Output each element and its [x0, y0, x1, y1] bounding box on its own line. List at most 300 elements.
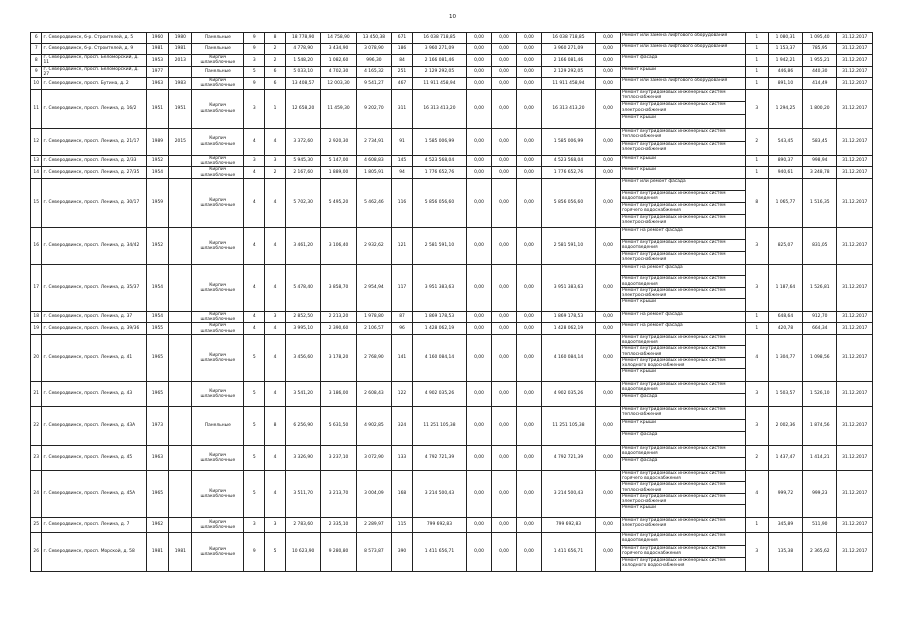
cell-year-renovated: 1951: [169, 89, 192, 128]
table-body: [31, 33, 873, 572]
cell-floors: 9: [244, 532, 265, 571]
cell-row-number: 9: [31, 66, 42, 78]
cell-residents: 117: [392, 264, 413, 311]
cell-year-renovated: 2015: [169, 128, 192, 155]
work-type-item: Ремонт крыши: [621, 299, 656, 305]
cell-local-funds: 0,00: [516, 311, 541, 323]
work-type-item: Ремонт внутридомовых инженерных систем горячего водоснабжения: [621, 471, 745, 483]
cell-year-renovated: [169, 334, 192, 381]
work-type-item: Ремонт внутридомовых инженерных систем водоотведения: [621, 191, 745, 203]
cell-floors: 5: [244, 381, 265, 406]
cell-residential-area: 5 495,20: [321, 178, 356, 227]
cell-completion-date: 31.12.2017: [837, 470, 873, 517]
cell-work-count: 1: [745, 55, 768, 67]
cell-row-number: 22: [31, 406, 42, 445]
cell-federal-funds: 0,00: [467, 264, 492, 311]
cell-completion-date: 31.12.2017: [837, 155, 873, 167]
cell-residential-area: 2 335,10: [321, 517, 356, 532]
cell-residents: 251: [392, 66, 413, 78]
cell-entrances: 4: [265, 381, 286, 406]
cell-residential-area: 4 702,30: [321, 66, 356, 78]
cell-completion-date: 31.12.2017: [837, 323, 873, 335]
cell-other-funds: 0,00: [596, 517, 621, 532]
cell-work-types: [620, 264, 745, 311]
cell-local-funds: 0,00: [516, 334, 541, 381]
work-type-item: Ремонт внутридомовых инженерных систем теплоснабжения: [621, 482, 745, 494]
cell-floors: 3: [244, 89, 265, 128]
cell-wall-material: Кирпич шлакоблочные: [192, 445, 244, 470]
cell-unit-cost: 1 080,31: [768, 33, 802, 44]
cell-work-types: [620, 445, 745, 470]
cell-work-count: 1: [745, 33, 768, 44]
table-row: [31, 66, 873, 78]
cell-work-types: [620, 128, 745, 155]
cell-owner-funds: 3 951 383,63: [541, 264, 595, 311]
cell-year-built: 1954: [146, 311, 169, 323]
work-type-item: Ремонт или замена лифтового оборудования: [621, 33, 728, 38]
cell-work-count: 1: [745, 155, 768, 167]
cell-unit-cost: 135,38: [768, 532, 802, 571]
cell-owner-funds: 3 214 500,43: [541, 470, 595, 517]
cell-year-renovated: [169, 517, 192, 532]
cell-completion-date: 31.12.2017: [837, 532, 873, 571]
cell-row-number: 21: [31, 381, 42, 406]
cell-row-number: 6: [31, 33, 42, 44]
cell-work-count: 2: [745, 445, 768, 470]
cell-wall-material: Кирпич шлакоблочные: [192, 78, 244, 90]
cell-row-number: 23: [31, 445, 42, 470]
cell-local-funds: 0,00: [516, 445, 541, 470]
cell-row-number: 15: [31, 178, 42, 227]
cell-other-funds: 0,00: [596, 55, 621, 67]
cell-entrances: 5: [265, 532, 286, 571]
cell-floors: 5: [244, 445, 265, 470]
cell-year-built: 1989: [146, 128, 169, 155]
cell-year-built: 1954: [146, 264, 169, 311]
cell-other-funds: 0,00: [596, 78, 621, 90]
work-type-item: Ремонт крыши: [621, 115, 656, 120]
cell-federal-funds: 0,00: [467, 155, 492, 167]
cell-residents: 91: [392, 128, 413, 155]
cell-living-area: 13 450,38: [356, 33, 391, 44]
cell-federal-funds: 0,00: [467, 406, 492, 445]
cell-living-area: 4 165,32: [356, 66, 391, 78]
cell-entrances: 4: [265, 334, 286, 381]
cell-total-area: 3 372,60: [285, 128, 320, 155]
cell-local-funds: 0,00: [516, 532, 541, 571]
work-type-item: Ремонт крыши: [621, 167, 656, 173]
cell-total-cost: 5 856 056,60: [412, 178, 466, 227]
cell-regional-funds: 0,00: [491, 406, 516, 445]
cell-work-count: 1: [745, 44, 768, 55]
cell-work-types: [620, 178, 745, 227]
cell-unit-cost: 648,64: [768, 311, 802, 323]
cell-federal-funds: 0,00: [467, 178, 492, 227]
cell-address: г. Северодвинск, просп. Ленина, д. 43: [42, 381, 146, 406]
cell-work-count: 2: [745, 128, 768, 155]
cell-entrances: 4: [265, 178, 286, 227]
cell-residents: 87: [392, 311, 413, 323]
cell-regional-funds: 0,00: [491, 227, 516, 264]
cell-residential-area: 3 858,70: [321, 264, 356, 311]
cell-row-number: 17: [31, 264, 42, 311]
cell-regional-funds: 0,00: [491, 445, 516, 470]
cell-entrances: 4: [265, 470, 286, 517]
cell-year-built: 1981: [146, 532, 169, 571]
cell-year-built: 1981: [146, 44, 169, 55]
cell-regional-funds: 0,00: [491, 128, 516, 155]
cell-federal-funds: 0,00: [467, 311, 492, 323]
cell-total-cost: 4 160 084,14: [412, 334, 466, 381]
cell-completion-date: 31.12.2017: [837, 227, 873, 264]
cell-total-cost: 3 214 500,43: [412, 470, 466, 517]
cell-total-area: 3 511,70: [285, 470, 320, 517]
cell-wall-material: Панельные: [192, 406, 244, 445]
cell-owner-funds: 1 585 006,99: [541, 128, 595, 155]
cell-owner-funds: 11 911 458,94: [541, 78, 595, 90]
cell-work-count: 8: [745, 178, 768, 227]
cell-residents: 324: [392, 406, 413, 445]
cell-residential-area: 5 147,00: [321, 155, 356, 167]
cell-unit-cost: 1 153,37: [768, 44, 802, 55]
cell-max-unit-cost: 1 526,81: [803, 264, 837, 311]
cell-unit-cost: 420,78: [768, 323, 802, 335]
cell-regional-funds: 0,00: [491, 167, 516, 179]
work-type-item: Ремонт внутридомовых инженерных систем электроснабжения: [621, 494, 745, 506]
cell-residential-area: 2 213,20: [321, 311, 356, 323]
cell-other-funds: 0,00: [596, 532, 621, 571]
cell-residential-area: 11 459,30: [321, 89, 356, 128]
cell-completion-date: 31.12.2017: [837, 44, 873, 55]
cell-year-renovated: [169, 167, 192, 179]
cell-local-funds: 0,00: [516, 470, 541, 517]
cell-total-area: 5 945,30: [285, 155, 320, 167]
cell-other-funds: 0,00: [596, 44, 621, 55]
cell-unit-cost: 999,72: [768, 470, 802, 517]
cell-row-number: 16: [31, 227, 42, 264]
cell-max-unit-cost: 1 516,35: [803, 178, 837, 227]
cell-floors: 3: [244, 155, 265, 167]
work-type-item: Ремонт или замена лифтового оборудования: [621, 44, 728, 49]
cell-regional-funds: 0,00: [491, 517, 516, 532]
cell-local-funds: 0,00: [516, 323, 541, 335]
cell-total-area: 3 461,20: [285, 227, 320, 264]
cell-work-count: 3: [745, 227, 768, 264]
cell-federal-funds: 0,00: [467, 334, 492, 381]
work-type-item: Ремонт внутридомовых инженерных систем водоотведения: [621, 335, 745, 347]
cell-row-number: 25: [31, 517, 42, 532]
cell-living-area: 5 462,46: [356, 178, 391, 227]
cell-local-funds: 0,00: [516, 517, 541, 532]
cell-unit-cost: 2 002,36: [768, 406, 802, 445]
cell-federal-funds: 0,00: [467, 89, 492, 128]
cell-local-funds: 0,00: [516, 128, 541, 155]
cell-residential-area: 3 178,20: [321, 334, 356, 381]
cell-residents: 96: [392, 323, 413, 335]
cell-total-cost: 2 581 591,10: [412, 227, 466, 264]
cell-total-area: 2 783,60: [285, 517, 320, 532]
work-type-item: Ремонт внутридомовых инженерных систем электроснабжения: [621, 517, 726, 529]
cell-federal-funds: 0,00: [467, 167, 492, 179]
table-row: [31, 532, 873, 571]
cell-completion-date: 31.12.2017: [837, 128, 873, 155]
cell-living-area: 8 573,87: [356, 532, 391, 571]
cell-work-count: 3: [745, 381, 768, 406]
cell-regional-funds: 0,00: [491, 470, 516, 517]
cell-year-built: 1965: [146, 381, 169, 406]
cell-work-types: [620, 89, 745, 128]
cell-federal-funds: 0,00: [467, 470, 492, 517]
cell-other-funds: 0,00: [596, 381, 621, 406]
cell-entrances: 4: [265, 445, 286, 470]
table-row: [31, 323, 873, 335]
cell-federal-funds: 0,00: [467, 323, 492, 335]
cell-year-built: 1954: [146, 167, 169, 179]
cell-owner-funds: 1 411 656,71: [541, 532, 595, 571]
cell-work-types: [620, 44, 745, 55]
work-type-item: Ремонт внутридомовых инженерных систем горячего водоснабжения: [621, 203, 745, 215]
work-type-item: Ремонт крыши: [621, 420, 745, 433]
cell-unit-cost: 890,37: [768, 155, 802, 167]
cell-work-types: [620, 33, 745, 44]
cell-residential-area: 12 003,30: [321, 78, 356, 90]
cell-local-funds: 0,00: [516, 406, 541, 445]
cell-federal-funds: 0,00: [467, 78, 492, 90]
cell-residents: 671: [392, 33, 413, 44]
cell-wall-material: Кирпич шлакоблочные: [192, 89, 244, 128]
cell-address: г. Северодвинск, просп. Ленина, д. 7: [42, 517, 146, 532]
cell-living-area: 3 078,90: [356, 44, 391, 55]
cell-wall-material: Кирпич шлакоблочные: [192, 381, 244, 406]
cell-completion-date: 31.12.2017: [837, 55, 873, 67]
cell-unit-cost: 1 942,21: [768, 55, 802, 67]
table-row: [31, 311, 873, 323]
cell-residential-area: 2 390,60: [321, 323, 356, 335]
work-type-item: Ремонт фасада: [621, 457, 658, 463]
cell-residents: 94: [392, 167, 413, 179]
cell-work-types: [620, 381, 745, 406]
work-type-item: Ремонт внутридомовых инженерных систем холодного водоснабжения: [621, 358, 745, 370]
cell-residential-area: 3 106,40: [321, 227, 356, 264]
cell-federal-funds: 0,00: [467, 227, 492, 264]
cell-year-built: 1959: [146, 178, 169, 227]
cell-year-built: 1965: [146, 334, 169, 381]
cell-year-renovated: 1980: [169, 33, 192, 44]
cell-residential-area: 3 213,70: [321, 470, 356, 517]
work-type-item: Ремонт внутридомовых инженерных систем холодного водоснабжения: [621, 558, 726, 569]
cell-living-area: 2 734,91: [356, 128, 391, 155]
capital-repair-table: [30, 32, 873, 572]
cell-completion-date: 31.12.2017: [837, 381, 873, 406]
cell-address: г. Северодвинск, просп. Ленина, д. 30/17: [42, 178, 146, 227]
cell-year-built: 1963: [146, 78, 169, 90]
cell-other-funds: 0,00: [596, 470, 621, 517]
cell-entrances: 3: [265, 517, 286, 532]
cell-row-number: 13: [31, 155, 42, 167]
cell-total-area: 5 478,40: [285, 264, 320, 311]
cell-year-renovated: [169, 66, 192, 78]
cell-owner-funds: 1 869 178,53: [541, 311, 595, 323]
cell-year-renovated: [169, 381, 192, 406]
page-number: 10: [449, 14, 456, 20]
cell-floors: 4: [244, 167, 265, 179]
cell-local-funds: 0,00: [516, 264, 541, 311]
cell-year-renovated: 1981: [169, 532, 192, 571]
cell-unit-cost: 1 437,47: [768, 445, 802, 470]
work-type-item: Ремонт крыши: [621, 66, 656, 72]
cell-wall-material: Кирпич шлакоблочные: [192, 128, 244, 155]
cell-row-number: 7: [31, 44, 42, 55]
cell-other-funds: 0,00: [596, 66, 621, 78]
cell-owner-funds: 2 129 292,05: [541, 66, 595, 78]
cell-address: г. Северодвинск, просп. Ленина, д. 39/36: [42, 323, 146, 335]
cell-completion-date: 31.12.2017: [837, 334, 873, 381]
cell-entrances: 6: [265, 78, 286, 90]
cell-federal-funds: 0,00: [467, 532, 492, 571]
cell-work-types: [620, 406, 745, 445]
cell-completion-date: 31.12.2017: [837, 445, 873, 470]
cell-year-renovated: 1981: [169, 44, 192, 55]
cell-total-cost: 1 869 178,53: [412, 311, 466, 323]
cell-completion-date: 31.12.2017: [837, 264, 873, 311]
cell-total-area: 4 778,90: [285, 44, 320, 55]
cell-year-renovated: [169, 264, 192, 311]
work-type-item: Ремонт внутридомовых инженерных систем водоотведения: [621, 446, 745, 458]
cell-work-types: [620, 470, 745, 517]
work-type-item: Ремонт или ремонт фасада: [621, 179, 745, 191]
cell-residents: 121: [392, 227, 413, 264]
cell-row-number: 8: [31, 55, 42, 67]
cell-residential-area: 1 082,60: [321, 55, 356, 67]
cell-total-area: 2 167,60: [285, 167, 320, 179]
cell-address: г. Северодвинск, б-р. Строителей, д. 9: [42, 44, 146, 55]
table-row: [31, 406, 873, 445]
cell-regional-funds: 0,00: [491, 66, 516, 78]
cell-unit-cost: 1 187,64: [768, 264, 802, 311]
cell-total-cost: 1 776 652,76: [412, 167, 466, 179]
cell-year-built: 1952: [146, 155, 169, 167]
cell-entrances: 3: [265, 155, 286, 167]
cell-address: г. Северодвинск, просп. Ленина, д. 21/17: [42, 128, 146, 155]
cell-entrances: 4: [265, 227, 286, 264]
cell-wall-material: Кирпич шлакоблочные: [192, 311, 244, 323]
cell-work-count: 4: [745, 334, 768, 381]
cell-other-funds: 0,00: [596, 311, 621, 323]
cell-total-cost: 2 129 292,05: [412, 66, 466, 78]
cell-living-area: 1 978,80: [356, 311, 391, 323]
cell-regional-funds: 0,00: [491, 334, 516, 381]
cell-year-renovated: [169, 155, 192, 167]
work-type-item: Ремонт фасада: [621, 393, 658, 399]
cell-federal-funds: 0,00: [467, 66, 492, 78]
cell-floors: 4: [244, 264, 265, 311]
cell-row-number: 18: [31, 311, 42, 323]
table-row: [31, 89, 873, 128]
cell-year-renovated: [169, 470, 192, 517]
work-type-item: Ремонт внутридомовых инженерных систем электроснабжения: [621, 214, 726, 226]
cell-total-area: 6 256,90: [285, 406, 320, 445]
cell-address: г. Северодвинск, б-р. Строителей, д. 5: [42, 33, 146, 44]
cell-total-area: 12 658,20: [285, 89, 320, 128]
cell-other-funds: 0,00: [596, 128, 621, 155]
cell-entrances: 2: [265, 167, 286, 179]
cell-living-area: 2 954,94: [356, 264, 391, 311]
cell-living-area: 2 289,97: [356, 517, 391, 532]
cell-unit-cost: 891,10: [768, 78, 802, 90]
work-type-item: Ремонт внутридомовых инженерных систем водоотведения: [621, 240, 745, 252]
cell-address: г. Северодвинск, просп. Ленина, д. 43А: [42, 406, 146, 445]
work-type-item: Ремонт крыши: [621, 155, 656, 161]
cell-max-unit-cost: 664,34: [803, 323, 837, 335]
cell-max-unit-cost: 999,23: [803, 470, 837, 517]
work-type-item: Ремонт внутридомовых инженерных систем теплоснабжения: [621, 129, 745, 142]
cell-work-count: 1: [745, 66, 768, 78]
cell-entrances: 4: [265, 323, 286, 335]
cell-residents: 141: [392, 334, 413, 381]
cell-residential-area: 3 237,10: [321, 445, 356, 470]
cell-entrances: 2: [265, 55, 286, 67]
cell-max-unit-cost: 831,05: [803, 227, 837, 264]
cell-residents: 186: [392, 44, 413, 55]
cell-regional-funds: 0,00: [491, 311, 516, 323]
cell-floors: 9: [244, 78, 265, 90]
cell-completion-date: 31.12.2017: [837, 517, 873, 532]
cell-address: г. Северодвинск, просп. Ленина, д. 45А: [42, 470, 146, 517]
work-type-item: Ремонт на ремонт фасада: [621, 311, 683, 317]
cell-residential-area: 5 631,50: [321, 406, 356, 445]
cell-max-unit-cost: 3 248,78: [803, 167, 837, 179]
cell-local-funds: 0,00: [516, 66, 541, 78]
table-row: [31, 227, 873, 264]
cell-entrances: 3: [265, 311, 286, 323]
cell-max-unit-cost: 511,90: [803, 517, 837, 532]
cell-entrances: 6: [265, 66, 286, 78]
cell-work-count: 1: [745, 78, 768, 90]
cell-floors: 3: [244, 55, 265, 67]
cell-floors: 5: [244, 470, 265, 517]
cell-max-unit-cost: 1 800,20: [803, 89, 837, 128]
work-type-item: Ремонт внутридомовых инженерных систем электроснабжения: [621, 251, 726, 263]
cell-local-funds: 0,00: [516, 78, 541, 90]
cell-unit-cost: 1 304,77: [768, 334, 802, 381]
table-row: [31, 334, 873, 381]
cell-federal-funds: 0,00: [467, 128, 492, 155]
cell-residents: 311: [392, 89, 413, 128]
cell-address: г. Северодвинск, просп. Ленина, д. 34/42: [42, 227, 146, 264]
cell-federal-funds: 0,00: [467, 44, 492, 55]
cell-year-renovated: 1983: [169, 78, 192, 90]
cell-row-number: 26: [31, 532, 42, 571]
work-type-item: Ремонт внутридомовых инженерных систем теплоснабжения: [621, 90, 745, 103]
work-type-item: Ремонт внутридомовых инженерных систем горячего водоснабжения: [621, 546, 745, 559]
cell-entrances: 4: [265, 264, 286, 311]
cell-floors: 4: [244, 128, 265, 155]
cell-work-count: 3: [745, 406, 768, 445]
cell-living-area: 2 932,62: [356, 227, 391, 264]
cell-other-funds: 0,00: [596, 264, 621, 311]
cell-owner-funds: 2 581 591,10: [541, 227, 595, 264]
cell-address: г. Северодвинск, просп. Ленина, д. 41: [42, 334, 146, 381]
cell-total-area: 3 995,10: [285, 323, 320, 335]
cell-work-count: 1: [745, 323, 768, 335]
cell-residents: 122: [392, 381, 413, 406]
cell-wall-material: Кирпич шлакоблочные: [192, 178, 244, 227]
work-type-item: Ремонт на ремонт фасада: [621, 323, 683, 329]
cell-row-number: 11: [31, 89, 42, 128]
cell-work-types: [620, 227, 745, 264]
cell-row-number: 12: [31, 128, 42, 155]
table-row: [31, 517, 873, 532]
